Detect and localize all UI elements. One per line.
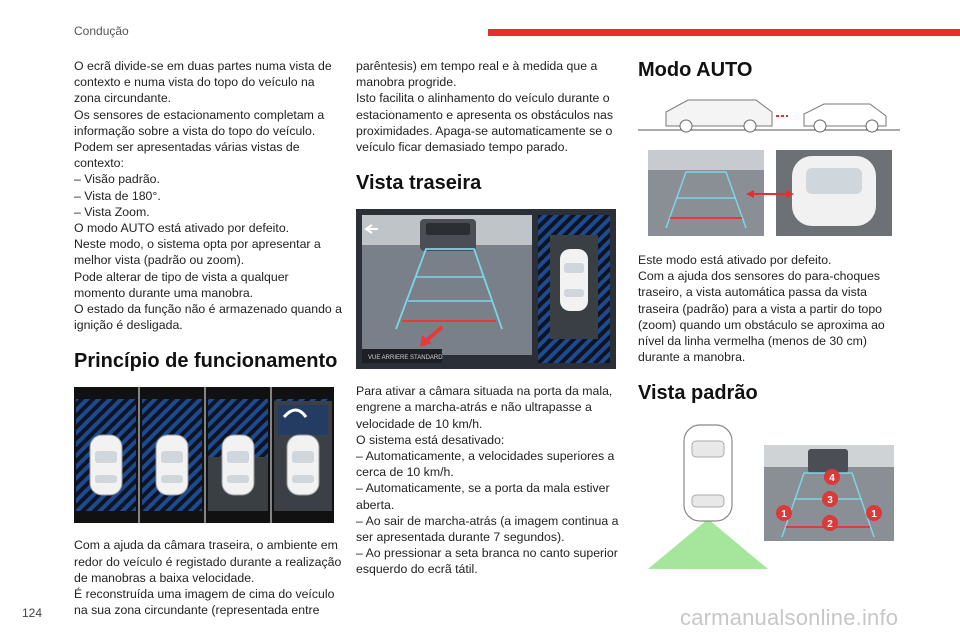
paragraph: Com a ajuda dos sensores do para-choques traseiro, a vista automática passa da vista traseira (padrão) para a vista a partir do topo (zoom) quando um obstáculo se aproxima ao nível da linha vermelha (menos de 30 cm) durante a manobra. bbox=[638, 269, 885, 365]
watermark: carmanualsonline.info bbox=[680, 605, 899, 630]
svg-text:2: 2 bbox=[827, 519, 833, 531]
auto-mode-car-illustration bbox=[638, 96, 900, 136]
column-1 bbox=[74, 58, 342, 618]
reversing-toward-car-image bbox=[638, 96, 900, 136]
column-3 bbox=[638, 58, 906, 583]
svg-text:4: 4 bbox=[829, 473, 835, 485]
chapter-red-bar bbox=[488, 29, 960, 36]
list-item: – Visão padrão. bbox=[74, 172, 160, 187]
standard-to-zoom-switch-image bbox=[646, 148, 894, 238]
paragraph: O ecrã divide-se em duas partes numa vista de contexto e numa vista do topo do veículo na zona circundante. bbox=[74, 59, 332, 106]
list-item: – Vista de 180°. bbox=[74, 188, 161, 203]
paragraph: parêntesis) em tempo real e à medida que a manobra progride. bbox=[356, 59, 598, 90]
callout-marker-2 bbox=[822, 515, 838, 531]
list-item: – Vista Zoom. bbox=[74, 204, 150, 219]
list-item: – Ao pressionar a seta branca no canto superior esquerdo do ecrã tátil. bbox=[356, 546, 618, 577]
callout-marker-4 bbox=[824, 469, 840, 485]
callout-marker-3 bbox=[822, 491, 838, 507]
list-item: – Automaticamente, a velocidades superiores a cerca de 10 km/h. bbox=[356, 449, 615, 480]
svg-text:1: 1 bbox=[871, 509, 877, 521]
heading-auto-mode: Modo AUTO bbox=[638, 59, 753, 81]
paragraph: O estado da função não é armazenado quando a ignição é desligada. bbox=[74, 302, 343, 333]
svg-text:3: 3 bbox=[827, 495, 833, 507]
operating-principle-illustration bbox=[74, 387, 334, 523]
list-item: – Ao sair de marcha-atrás (a imagem continua a ser apresentada durante 7 segundos). bbox=[356, 513, 619, 545]
callout-marker-1-left bbox=[776, 505, 792, 521]
paragraph: O modo AUTO está ativado por defeito. bbox=[74, 221, 290, 236]
paragraph: É reconstruída uma imagem de cima do veículo na sua zona circundante (representada entre bbox=[74, 587, 335, 618]
page-number: 124 bbox=[22, 606, 43, 620]
standard-view-illustration bbox=[638, 419, 900, 569]
paragraph: O sistema está desativado: bbox=[356, 432, 505, 447]
screen-mode-label: VUE ARRIERE STANDARD bbox=[368, 355, 443, 362]
paragraph: Podem ser apresentadas várias vistas de contexto: bbox=[74, 140, 300, 171]
rear-camera-screen-image bbox=[356, 209, 616, 369]
standard-view-guides-image bbox=[638, 419, 900, 569]
list-item: – Automaticamente, se a porta da mala estiver aberta. bbox=[356, 481, 610, 512]
heading-operating-principle: Princípio de funcionamento bbox=[74, 350, 338, 373]
callout-marker-1-right bbox=[866, 505, 882, 521]
paragraph: Isto facilita o alinhamento do veículo durante o estacionamento e apresenta os obstáculos nas proximidades. Apaga-se automaticamente se o veículo ficar demasiado tempo parado. bbox=[356, 91, 614, 155]
paragraph: Com a ajuda da câmara traseira, o ambiente em redor do veículo é registado durante a realização de manobras a baixa velocidade. bbox=[74, 538, 342, 585]
auto-mode-camera-views bbox=[646, 148, 894, 238]
heading-rear-view: Vista traseira bbox=[356, 172, 482, 195]
column-2 bbox=[356, 58, 624, 578]
paragraph: Neste modo, o sistema opta por apresentar a melhor vista (padrão ou zoom). bbox=[74, 237, 321, 268]
top-view-sequence-image bbox=[74, 387, 334, 523]
rear-view-screen-illustration bbox=[356, 209, 616, 369]
paragraph: Os sensores de estacionamento completam a informação sobre a vista do topo do veículo. bbox=[74, 107, 325, 138]
chapter-title: Condução bbox=[74, 24, 129, 38]
svg-text:1: 1 bbox=[781, 509, 787, 521]
paragraph: Para ativar a câmara situada na porta da mala, engrene a marcha-atrás e não ultrapasse a velocidade de 10 km/h. bbox=[356, 384, 613, 431]
paragraph: Este modo está ativado por defeito. bbox=[638, 253, 832, 267]
heading-standard-view: Vista padrão bbox=[638, 382, 758, 405]
paragraph: Pode alterar de tipo de vista a qualquer momento durante uma manobra. bbox=[74, 269, 289, 300]
